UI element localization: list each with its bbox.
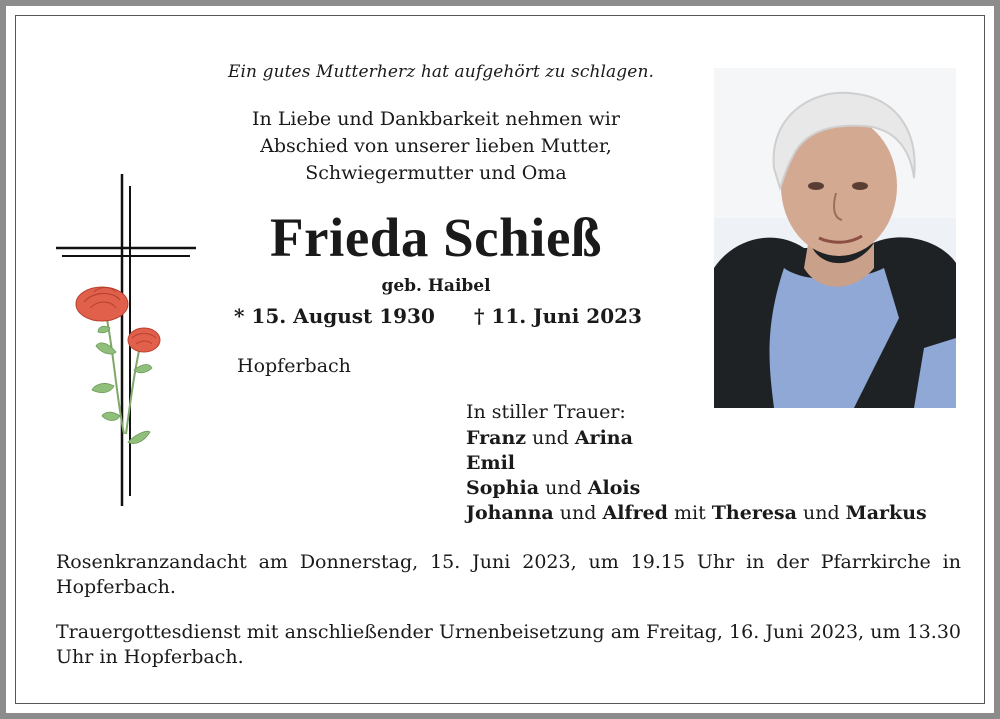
mourner-name: Theresa <box>711 502 797 524</box>
obituary-card <box>6 6 994 713</box>
mourner-name: Franz <box>466 427 527 449</box>
portrait-photo <box>714 68 956 408</box>
cross-with-roses-icon <box>54 174 199 514</box>
funeral-announcement: Trauergottesdienst mit anschließender Urnenbeisetzung am Freitag, 16. Juni 2023, um 13.30 Uhr in Hopferbach. <box>56 621 961 668</box>
mourner-connector: und <box>796 502 846 524</box>
birth-date: * 15. August 1930 <box>234 304 435 328</box>
mourner-line <box>466 426 966 451</box>
mourner-connector: und <box>526 427 575 449</box>
mourner-connector: und <box>539 477 588 499</box>
mourner-line <box>466 451 966 476</box>
intro-text <box>216 106 656 187</box>
motto: Ein gutes Mutterherz hat aufgehört zu schlagen. <box>227 62 654 82</box>
birth-name: geb. Haibel <box>381 276 491 296</box>
mourner-name: Alfred <box>602 502 668 524</box>
intro-line: In Liebe und Dankbarkeit nehmen wir <box>252 108 620 130</box>
hometown: Hopferbach <box>237 355 351 377</box>
mourner-name: Alois <box>587 477 641 499</box>
mourner-name: Markus <box>845 502 927 524</box>
mourner-line <box>466 476 966 501</box>
mourners-heading: In stiller Trauer: <box>466 401 626 423</box>
mourner-name: Emil <box>466 452 516 474</box>
mourner-connector: und <box>553 502 603 524</box>
intro-line: Schwiegermutter und Oma <box>305 162 567 184</box>
rose-icon <box>76 287 128 321</box>
rose-icon <box>128 328 160 352</box>
mourner-name: Arina <box>574 427 633 449</box>
mourner-line <box>466 501 966 526</box>
mourner-connector: mit <box>667 502 712 524</box>
mourner-name: Johanna <box>466 502 554 524</box>
rosary-announcement: Rosenkranzandacht am Donnerstag, 15. Juni 2023, um 19.15 Uhr in der Pfarrkirche in Hopferbach. <box>56 551 961 598</box>
death-date: † 11. Juni 2023 <box>474 304 642 328</box>
intro-line: Abschied von unserer lieben Mutter, <box>260 135 612 157</box>
mourners-list <box>466 426 966 526</box>
mourner-name: Sophia <box>466 477 540 499</box>
deceased-name: Frieda Schieß <box>270 207 602 268</box>
